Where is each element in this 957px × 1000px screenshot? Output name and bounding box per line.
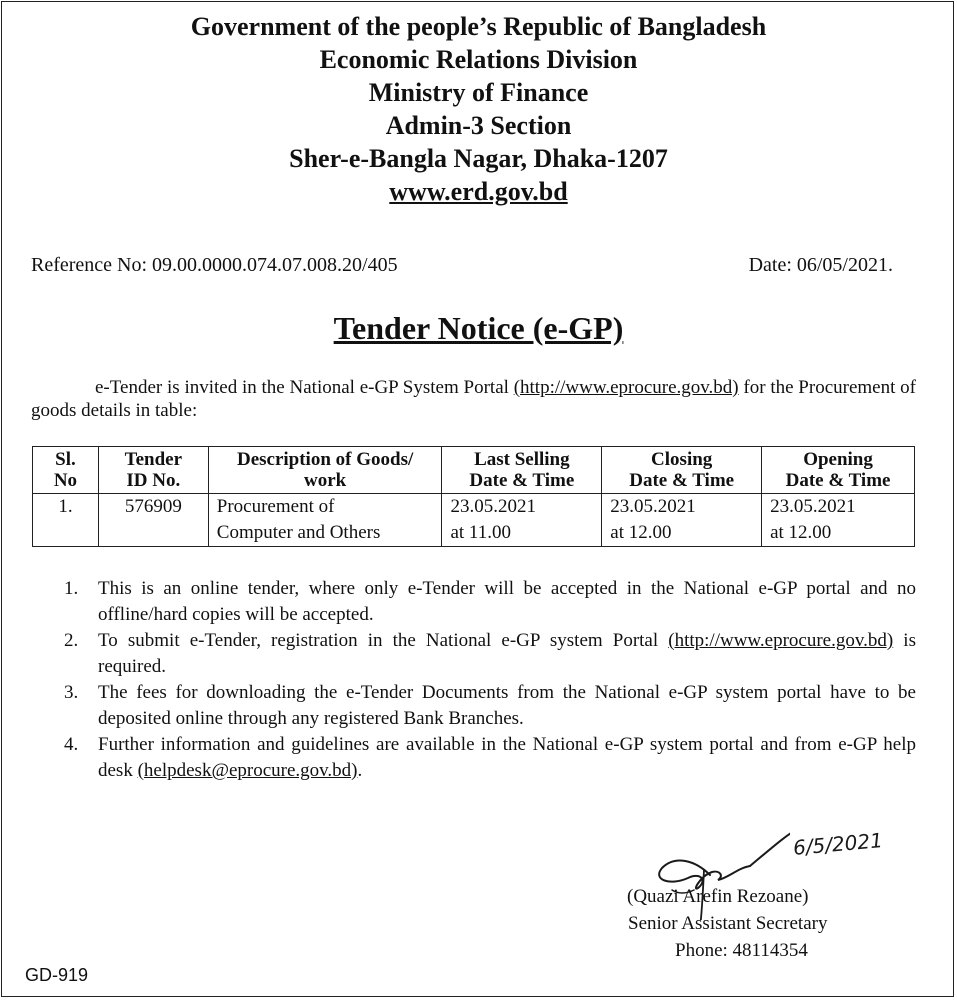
header-website-link[interactable]: www.erd.gov.bd [389,177,568,206]
table-row [33,494,915,547]
cell-tender-id: 576909 [98,494,208,547]
cell-sl: 1. [33,494,99,547]
signatory-name: (Quazi Arefin Rezoane) [627,886,809,907]
notice-title-text: Tender Notice (e-GP) [333,310,624,346]
letterhead [0,10,957,208]
signatory-phone: Phone: 48114354 [675,940,808,961]
col-tender-id: Tender ID No. [98,447,208,494]
header-section: Admin-3 Section [385,111,572,140]
helpdesk-email-link[interactable]: (helpdesk@eprocure.gov.bd) [137,760,358,781]
reference-line [31,254,893,277]
intro-paragraph: e-Tender is invited in the National e-GP System Portal (http://www.eprocure.gov.bd) for the Procurement of goods details in table: [31,377,916,421]
list-item: 3. The fees for downloading the e-Tender Documents from the National e-GP system portal have to be deposited online through any registered Bank Branches. [64,682,916,729]
list-item: 2. To submit e-Tender, registration in the National e-GP system Portal (http://www.eprocure.gov.bd) is required. [64,630,916,677]
cell-last-selling: 23.05.2021 at 11.00 [442,494,602,547]
signatory-block [600,883,930,964]
eprocure-link[interactable]: (http://www.eprocure.gov.bd) [513,377,739,398]
tender-table [32,446,915,547]
cell-closing: 23.05.2021 at 12.00 [602,494,762,547]
col-opening: Opening Date & Time [762,447,915,494]
signatory-designation: Senior Assistant Secretary [628,913,828,934]
list-item: 1. This is an online tender, where only e-Tender will be accepted in the National e-GP portal and no offline/hard copies will be accepted. [64,578,916,625]
cell-opening: 23.05.2021 at 12.00 [762,494,915,547]
col-closing: Closing Date & Time [602,447,762,494]
header-government: Government of the people’s Republic of Bangladesh [190,12,767,41]
signature-date: 6/5/2021 [792,828,884,860]
eprocure-link[interactable]: (http://www.eprocure.gov.bd) [668,630,894,651]
col-last-selling: Last Selling Date & Time [442,447,602,494]
list-item: 4. Further information and guidelines are available in the National e-GP system portal and from e-GP help desk (helpdesk@eprocure.gov.bd). [64,734,916,781]
table-header-row [33,447,915,494]
reference-number: Reference No: 09.00.0000.074.07.008.20/405 [31,254,398,276]
header-ministry: Ministry of Finance [368,78,589,107]
header-address: Sher-e-Bangla Nagar, Dhaka-1207 [289,144,668,173]
footer-code: GD-919 [25,965,89,985]
notice-date: Date: 06/05/2021. [748,254,893,276]
notice-title [0,310,957,347]
col-description: Description of Goods/ work [208,447,442,494]
cell-description: Procurement of Computer and Others [208,494,442,547]
col-sl-no: Sl. No [33,447,99,494]
notes-list [64,576,916,784]
header-division: Economic Relations Division [319,45,638,74]
